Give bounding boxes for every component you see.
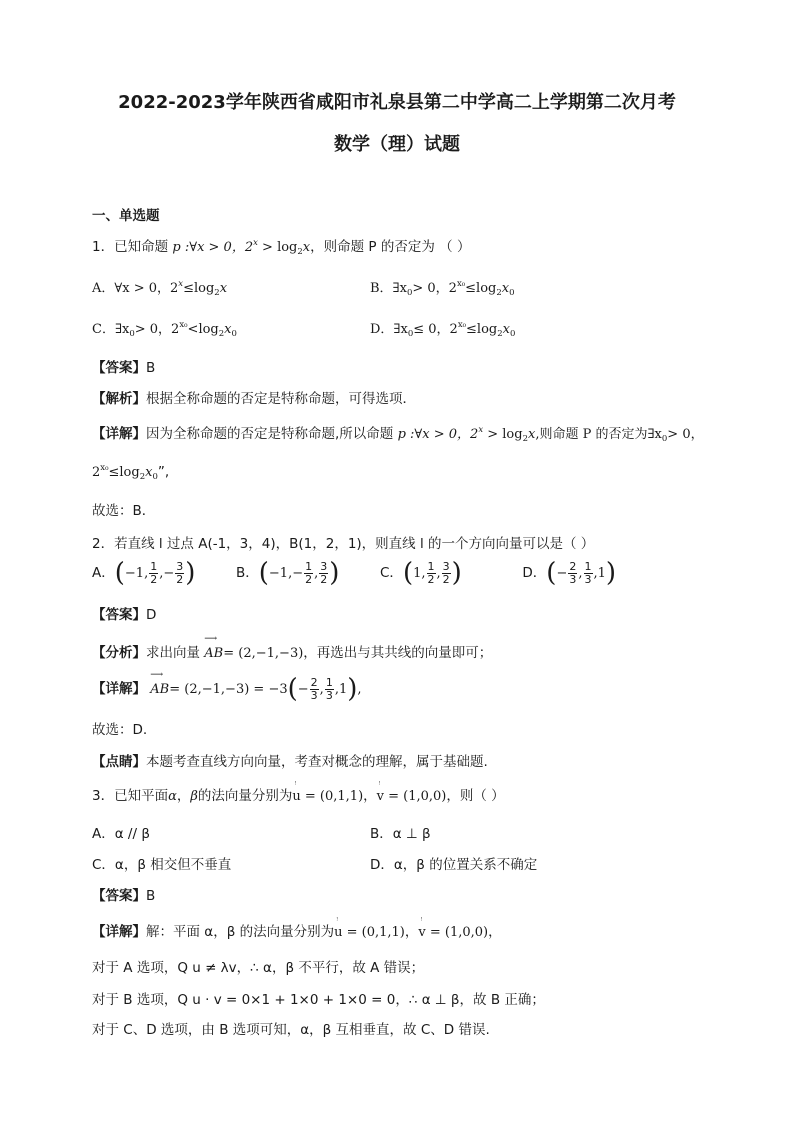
q3-detail: 【详解】解：平面 α，β 的法向量分别为ꜝ u = (0,1,1)，ꜝ v = (1,0,0)， bbox=[92, 920, 502, 940]
q1-option-a: A．∀x > 0，$2^x\le\log_2x$ bbox=[92, 279, 228, 298]
q2-options: A．(−1, $\frac{1}{2}$ ,− $\frac{3}{2}$ ) B．(−1,− $\frac{1}{2}$ , $\frac{3}{2}$ ) C．(1, $\frac{1}{2}$ , $\frac{3}{2}$ ) D．(− $\frac{2}{3}$ , $\frac{1}{3}$ ,1) bbox=[92, 558, 617, 588]
q1-detail-line2: $2^{x_0}\le\log_2x_0$”, bbox=[92, 463, 170, 482]
q1-answer: 【答案】B bbox=[92, 360, 156, 376]
q3-answer: 【答案】B bbox=[92, 888, 156, 904]
q2-answer: 【答案】D bbox=[92, 607, 157, 623]
q1-analysis: 【解析】根据全称命题的否定是特称命题，可得选项． bbox=[92, 391, 416, 407]
q3-line-a: 对于 A 选项，Q u ≠ λv，∴ α，β 不平行，故 A 错误； bbox=[92, 960, 425, 976]
q1-option-d: D．$\exists x_0\le 0$，$2^{x_0}\le\log_2x_0$ bbox=[370, 320, 516, 339]
q3-option-d: D．α，β 的位置关系不确定 bbox=[370, 857, 538, 873]
q2-analysis: 【分析】求出向量 ⟶ AB= (2,−1,−3)，再选出与其共线的向量即可； bbox=[92, 641, 492, 661]
q3-stem: 3．已知平面α，β的法向量分别为ꜝ u = (0,1,1)，ꜝ v = (1,0,0)，则（ ） bbox=[92, 784, 505, 804]
q1-option-b: B．$\exists x_0> 0$，$2^{x_0}\le\log_2x_0$ bbox=[370, 279, 515, 298]
page-subtitle: 数学（理）试题 bbox=[334, 134, 460, 155]
q2-stem: 2．若直线 l 过点 A(-1，3，4)，B(1，2，1)，则直线 l 的一个方向向量可以是（ ） bbox=[92, 536, 595, 552]
q3-option-a: A．α // β bbox=[92, 826, 150, 842]
q1-option-c: C．$\exists x_0> 0$，$2^{x_0}<\log_2x_0$ bbox=[92, 320, 237, 339]
q3-option-b: B．α ⊥ β bbox=[370, 826, 431, 842]
q2-comment: 【点睛】本题考查直线方向向量，考查对概念的理解，属于基础题. bbox=[92, 754, 488, 770]
q3-option-c: C．α，β 相交但不垂直 bbox=[92, 857, 232, 873]
q1-detail: 【详解】因为全称命题的否定是特称命题,所以命题 p :∀x > 0，$2^x > \log_2x$,则命题 P 的否定为$\exists x_0> 0$， bbox=[92, 425, 704, 444]
q1-choice: 故选：B． bbox=[92, 503, 156, 519]
q1-stem: 1．已知命题 p :∀x > 0，$2^x > \log_2x$，则命题 P 的否定为 （ ） bbox=[92, 238, 471, 257]
q2-detail: 【详解】 ⟶ AB= (2,−1,−3) = −3(− $\frac{2}{3}$ , $\frac{1}{3}$ ,1), bbox=[92, 674, 362, 704]
q3-line-cd: 对于 C、D 选项，由 B 选项可知，α，β 互相垂直，故 C、D 错误. bbox=[92, 1022, 490, 1038]
q2-choice: 故选：D. bbox=[92, 722, 148, 738]
q3-line-b: 对于 B 选项，Q u · v = 0×1 + 1×0 + 1×0 = 0，∴ α ⊥ β，故 B 正确； bbox=[92, 992, 545, 1008]
section-heading: 一、单选题 bbox=[92, 208, 160, 224]
page-title: 2022-2023学年陕西省咸阳市礼泉县第二中学高二上学期第二次月考 bbox=[118, 92, 676, 113]
